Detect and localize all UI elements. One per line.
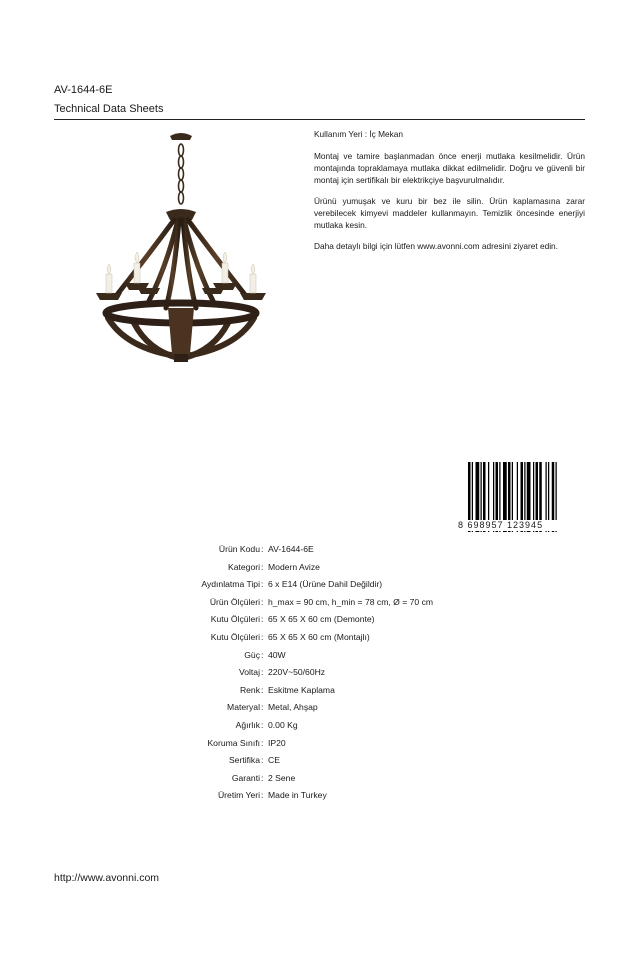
spec-value: h_max = 90 cm, h_min = 78 cm, Ø = 70 cm <box>268 596 434 607</box>
spec-label: Voltaj <box>238 667 260 678</box>
spec-row <box>54 738 614 756</box>
spec-label: Sertifika <box>228 755 260 766</box>
chandelier-image <box>86 128 276 368</box>
spec-colon: : <box>261 649 264 660</box>
spec-colon: : <box>261 579 264 590</box>
safety-paragraph: Montaj ve tamire başlanmadan önce enerji mutlaka kesilmelidir. Ürün montajında topraklamaya mutlaka dikkat edilmelidir. Doğru ve güvenli bir montaj için sertifikalı bir elektrikçiye başvurulmalıdır. <box>314 151 585 185</box>
spec-colon: : <box>261 772 264 783</box>
spec-value: Made in Turkey <box>268 790 327 801</box>
spec-colon: : <box>261 737 264 748</box>
spec-label: Koruma Sınıfı <box>207 737 260 748</box>
footer-website-link[interactable]: http://www.avonni.com <box>54 872 160 884</box>
spec-label: Üretim Yeri <box>217 790 260 801</box>
spec-colon: : <box>261 702 264 713</box>
header-divider <box>54 119 585 120</box>
usage-location: Kullanım Yeri : İç Mekan <box>314 129 404 139</box>
spec-colon: : <box>261 561 264 572</box>
spec-label: Materyal <box>227 702 260 713</box>
website-paragraph: Daha detaylı bilgi için lütfen www.avonni.com adresini ziyaret edin. <box>314 241 558 251</box>
spec-colon: : <box>261 684 264 695</box>
spec-value: Metal, Ahşap <box>268 702 318 713</box>
spec-colon: : <box>261 720 264 730</box>
spec-colon: : <box>261 614 264 625</box>
spec-value: 65 X 65 X 60 cm (Montajlı) <box>268 632 370 642</box>
spec-label: Ürün Kodu <box>218 544 260 554</box>
spec-row <box>54 685 614 703</box>
spec-row <box>54 720 614 738</box>
spec-value: 40W <box>268 649 286 660</box>
spec-colon: : <box>261 667 264 678</box>
spec-label: Güç <box>244 649 260 660</box>
spec-row <box>54 614 614 632</box>
spec-row <box>54 755 614 773</box>
spec-row <box>54 579 614 597</box>
spec-colon: : <box>261 596 264 607</box>
spec-value: AV-1644-6E <box>268 544 314 554</box>
spec-colon: : <box>261 790 264 801</box>
spec-value: 0.00 Kg <box>268 720 298 730</box>
spec-value: 2 Sene <box>268 772 296 783</box>
spec-row <box>54 597 614 615</box>
spec-row <box>54 667 614 685</box>
spec-row <box>54 562 614 580</box>
spec-value: 65 X 65 X 60 cm (Demonte) <box>268 614 375 625</box>
spec-label: Renk <box>239 684 260 695</box>
spec-row <box>54 544 614 562</box>
spec-row <box>54 650 614 668</box>
cleaning-paragraph: Ürünü yumuşak ve kuru bir bez ile silin. Ürün kaplamasına zarar verebilecek kimyevi maddeler kullanmayın. Temizlik öncesinde enerjiyi mutlaka kesin. <box>314 196 585 230</box>
spec-row <box>54 632 614 650</box>
document-subtitle: Technical Data Sheets <box>54 103 164 115</box>
spec-label: Aydınlatma Tipi <box>201 579 260 590</box>
spec-row <box>54 702 614 720</box>
product-code-heading: AV-1644-6E <box>54 84 113 96</box>
spec-colon: : <box>261 632 264 642</box>
spec-value: 220V~50/60Hz <box>268 667 326 678</box>
spec-value: 6 x E14 (Ürüne Dahil Değildir) <box>268 579 383 590</box>
spec-label: Ağırlık <box>235 720 260 730</box>
spec-label: Kutu Ölçüleri <box>210 632 260 642</box>
spec-row <box>54 773 614 791</box>
spec-value: Eskitme Kaplama <box>268 684 335 695</box>
barcode-number: 8 698957 123945 <box>458 520 586 531</box>
spec-label: Garanti <box>231 772 260 783</box>
spec-label: Kategori <box>227 561 260 572</box>
spec-label: Ürün Ölçüleri <box>209 596 260 607</box>
spec-value: IP20 <box>268 737 286 748</box>
info-text-block <box>314 128 585 261</box>
spec-label: Kutu Ölçüleri <box>210 614 260 625</box>
spec-row <box>54 790 614 808</box>
spec-colon: : <box>261 544 264 554</box>
spec-value: Modern Avize <box>268 561 320 572</box>
spec-value: CE <box>268 755 280 766</box>
spec-colon: : <box>261 755 264 766</box>
